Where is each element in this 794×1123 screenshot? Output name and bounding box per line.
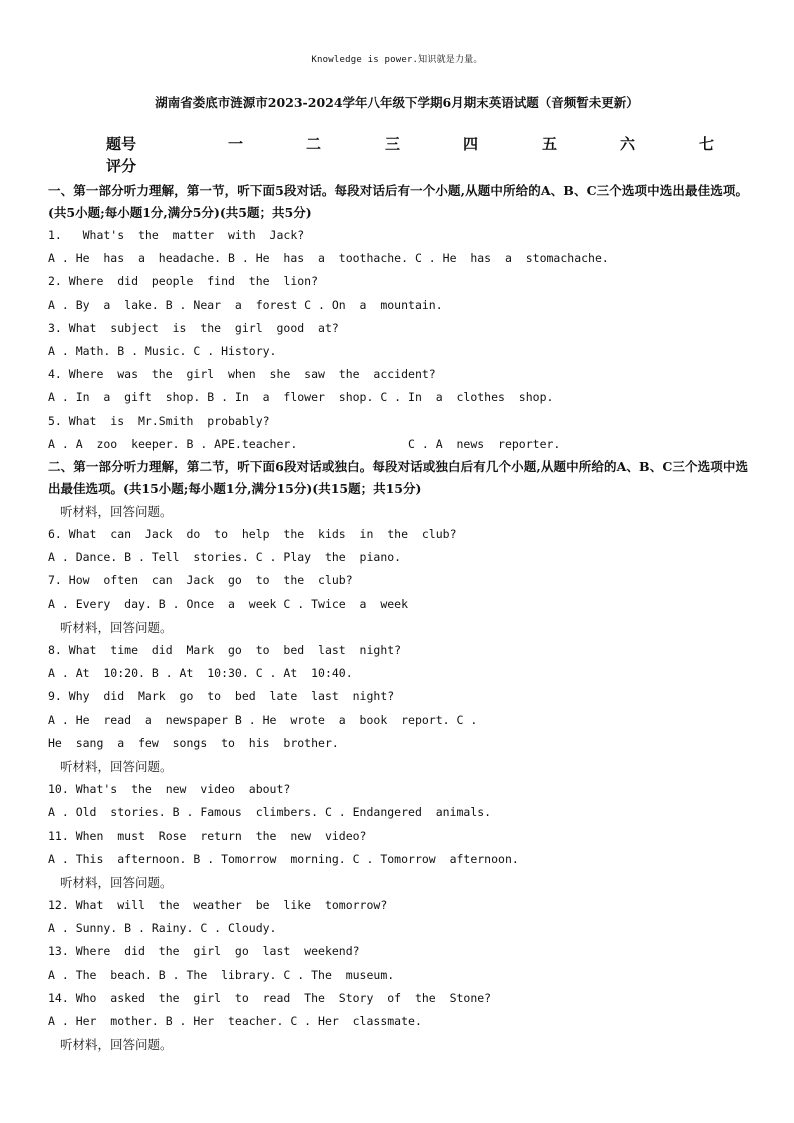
listening-tip: 听材料，回答问题。 xyxy=(60,758,173,774)
question-6: 6. What can Jack do to help the kids in the club? xyxy=(48,527,457,542)
options-9: A . He read a newspaper B . He wrote a book report. C . xyxy=(48,712,478,727)
section-2-instructions: 二、第一部分听力理解，第二节，听下面6段对话或独白。每段对话或独白后有几个小题,从题中所给的A、B、C三个选项中选出最佳选项。(共15小题;每小题1分,满分15分)(共15题；共15分) xyxy=(48,458,748,496)
listening-tip: 听材料，回答问题。 xyxy=(60,874,173,890)
question-14: 14. Who asked the girl to read The Story of the Stone? xyxy=(48,990,492,1005)
question-12: 12. What will the weather be like tomorrow? xyxy=(48,898,388,913)
options-9-continued: He sang a few songs to his brother. xyxy=(48,735,339,750)
score-col-1: 一 xyxy=(228,135,244,153)
page-header: Knowledge is power.知识就是力量。 xyxy=(311,55,483,65)
question-9: 9. Why did Mark go to bed late last night? xyxy=(48,689,395,704)
score-table xyxy=(106,133,746,177)
question-body xyxy=(48,180,748,1056)
score-col-2: 二 xyxy=(306,135,322,153)
score-row-marks xyxy=(106,155,746,177)
options-10: A . Old stories. B . Famous climbers. C . Endangered animals. xyxy=(48,805,492,820)
options-11: A . This afternoon. B . Tomorrow morning. C . Tomorrow afternoon. xyxy=(48,851,519,866)
score-col-3: 三 xyxy=(385,135,401,153)
options-4: A . In a gift shop. B . In a flower shop. C . In a clothes shop. xyxy=(48,390,554,405)
question-8: 8. What time did Mark go to bed last night? xyxy=(48,643,402,657)
section-1-instructions: 一、第一部分听力理解，第一节，听下面5段对话。每段对话后有一个小题,从题中所给的A、B、C三个选项中选出最佳选项。(共5小题;每小题1分,满分5分)(共5题；共5分) xyxy=(48,183,748,220)
options-12: A . Sunny. B . Rainy. C . Cloudy. xyxy=(48,921,277,936)
question-4: 4. Where was the girl when she saw the accident? xyxy=(48,367,436,382)
listening-tip: 听材料，回答问题。 xyxy=(60,1037,173,1053)
question-5: 5. What is Mr.Smith probably? xyxy=(48,413,270,428)
options-2: A . By a lake. B . Near a forest C . On a mountain. xyxy=(48,297,443,312)
listening-tip: 听材料，回答问题。 xyxy=(60,503,173,519)
score-col-5: 五 xyxy=(542,135,558,153)
question-13: 13. Where did the girl go last weekend? xyxy=(48,944,360,959)
score-col-4: 四 xyxy=(463,135,479,153)
score-mark-label: 评分 xyxy=(106,157,137,175)
question-11: 11. When must Rose return the new video? xyxy=(48,828,367,843)
options-3: A . Math. B . Music. C . History. xyxy=(48,343,277,358)
question-7: 7. How often can Jack go to the club? xyxy=(48,573,353,588)
options-7: A . Every day. B . Once a week C . Twice a week xyxy=(48,596,409,611)
document-title: 湖南省娄底市涟源市2023-2024学年八年级下学期6月期末英语试题（音频暂未更新） xyxy=(155,95,639,110)
question-1: 1. What's the matter with Jack? xyxy=(48,228,305,242)
question-2: 2. Where did people find the lion? xyxy=(48,274,319,289)
score-header-label: 题号 xyxy=(106,135,137,153)
options-13: A . The beach. B . The library. C . The museum. xyxy=(48,967,395,982)
options-5: A . A zoo keeper. B . APE.teacher. C . A news reporter. xyxy=(48,436,561,451)
score-row-numbers xyxy=(106,133,746,155)
question-10: 10. What's the new video about? xyxy=(48,782,291,797)
options-6: A . Dance. B . Tell stories. C . Play the piano. xyxy=(48,550,402,565)
options-1: A . He has a headache. B . He has a toothache. C . He has a stomachache. xyxy=(48,251,609,266)
listening-tip: 听材料，回答问题。 xyxy=(60,619,173,635)
options-14: A . Her mother. B . Her teacher. C . Her classmate. xyxy=(48,1014,422,1028)
score-col-6: 六 xyxy=(620,135,636,153)
score-col-7: 七 xyxy=(699,135,715,153)
options-8: A . At 10:20. B . At 10:30. C . At 10:40. xyxy=(48,666,353,681)
question-3: 3. What subject is the girl good at? xyxy=(48,320,339,335)
